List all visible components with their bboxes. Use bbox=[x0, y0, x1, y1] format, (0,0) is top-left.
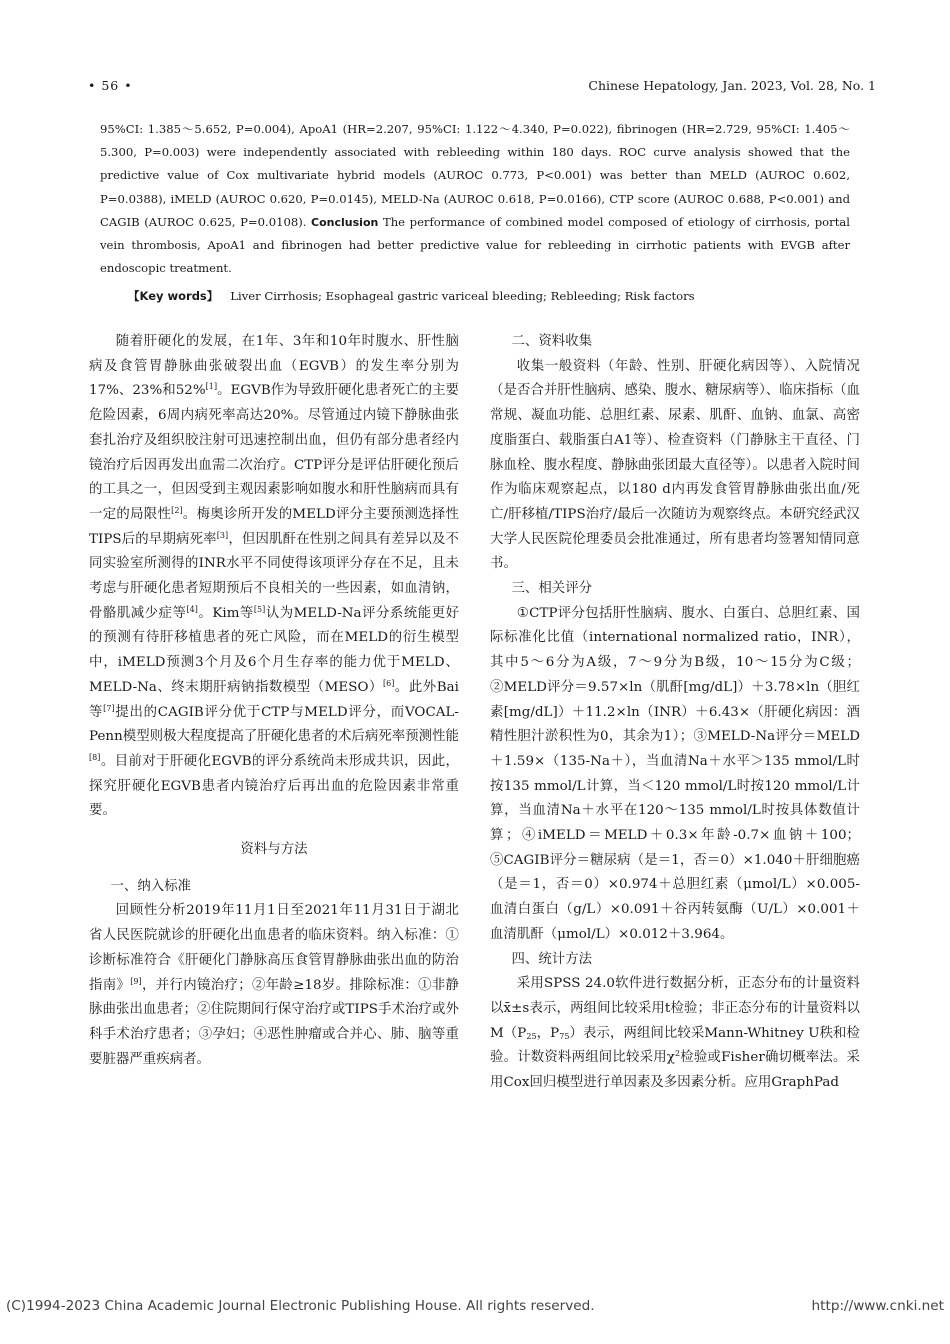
abstract-text bbox=[100, 118, 850, 280]
page-number: • 56 • bbox=[88, 78, 133, 93]
left-column bbox=[89, 330, 459, 1072]
right-column bbox=[490, 330, 860, 1096]
copyright-notice: (C)1994-2023 China Academic Journal Electronic Publishing House. All rights reserved. bbox=[6, 1298, 595, 1314]
page-footer bbox=[6, 1298, 944, 1318]
subheading-statistics: 四、统计方法 bbox=[511, 951, 593, 967]
scores-paragraph: ①CTP评分包括肝性脑病、腹水、白蛋白、总胆红素、国际标准化比值（international normalized ratio，INR），其中5～6分为A级，7～9分为B级，10～15分为C级；②MELD评分＝9.57×ln（肌酐[mg/dL]）＋3.78×ln（胆红素[mg/dL]）＋11.2×ln（INR）＋6.43×（肝硬化病因：酒精性胆汁淤积性为0，其余为1）；③MELD-Na评分＝MELD＋1.59×（135-Na＋），当血清Na＋水平＞135 mmol/L时按135 mmol/L计算，当＜120 mmol/L时按120 mmol/L计算，当血清Na＋水平在120～135 mmol/L时按具体数值计算；④iMELD＝MELD＋0.3×年龄-0.7×血钠＋100；⑤CAGIB评分＝糖尿病（是＝1，否＝0）×1.040＋肝细胞癌（是＝1，否＝0）×0.974＋总胆红素（μmol/L）×0.005-血清白蛋白（g/L）×0.091＋谷丙转氨酶（U/L）×0.001＋血清肌酐（μmol/L）×0.012＋3.964。 bbox=[490, 605, 860, 942]
page-header bbox=[88, 78, 876, 100]
keywords-label: 【Key words】 bbox=[128, 289, 219, 303]
ref-3: [3] bbox=[216, 530, 229, 540]
ref-8: [8] bbox=[89, 752, 101, 762]
ref-6: [6] bbox=[382, 678, 395, 688]
subheading-data-collection: 二、资料收集 bbox=[511, 334, 593, 349]
subheading-inclusion: 一、纳入标准 bbox=[110, 878, 192, 894]
intro-paragraph: 随着肝硬化的发展，在1年、3年和10年时腹水、肝性脑病及食管胃静脉曲张破裂出血（EGVB）的发生率分别为17%、23%和52%[1]。EGVB作为导致肝硬化患者死亡的主要危险因素，6周内病死率高达20%。尽管通过内镜下静脉曲张套扎治疗及组织胶注射可迅速控制出血，但仍有部分患者经内镜治疗后因再发出血需二次治疗。CTP评分是评估肝硬化预后的工具之一，但因受到主观因素影响如腹水和肝性脑病而具有一定的局限性[2]。梅奥诊所开发的MELD评分主要预测选择性TIPS后的早期病死率[3]，但因肌酐在性别之间具有差异以及不同实验室所测得的INR水平不同使得该项评分存在不足，且未考虑与肝硬化患者短期预后不良相关的一些因素，如血清钠，骨骼肌减少症等[4]。Kim等[5]认为MELD-Na评分系统能更好的预测有待肝移植患者的死亡风险，而在MELD的衍生模型中，iMELD预测3个月及6个月生存率的能力优于MELD、MELD-Na、终末期肝病钠指数模型（MESO）[6]。此外Bai等[7]提出的CAGIB评分优于CTP与MELD评分，而VOCAL-Penn模型则极大程度提高了肝硬化患者的术后病死率预测性能[8]。目前对于肝硬化EGVB的评分系统尚未形成共识，因此，探究肝硬化EGVB患者内镜治疗后再出血的危险因素非常重要。 bbox=[89, 334, 460, 819]
ref-2: [2] bbox=[171, 505, 183, 515]
section-title-methods: 资料与方法 bbox=[240, 842, 308, 858]
inclusion-paragraph: 回顾性分析2019年11月1日至2021年11月31日于湖北省人民医院就诊的肝硬化出血患者的临床资料。纳入标准：①诊断标准符合《肝硬化门静脉高压食管胃静脉曲张出血的防治指南》[9]，并行内镜治疗；②年龄≥18岁。排除标准：①非静脉曲张出血患者；②住院期间行保守治疗或TIPS手术治疗或外科手术治疗患者；③孕妇；④恶性肿瘤或合并心、肺、脑等重要脏器严重疾病者。 bbox=[89, 903, 459, 1067]
subheading-scores: 三、相关评分 bbox=[511, 581, 593, 597]
ref-4: [4] bbox=[186, 604, 198, 614]
abstract-conclusion: The performance of combined model composed of etiology of cirrhosis, portal vein thrombosis, ApoA1 and fibrinogen had better predictive value for rebleeding in cirrhotic patients with EVGB after endoscopic treatment. bbox=[100, 214, 850, 276]
collection-paragraph: 收集一般资料（年龄、性别、肝硬化病因等）、入院情况（是否合并肝性脑病、感染、腹水、糖尿病等）、临床指标（血常规、凝血功能、总胆红素、尿素、肌酐、血钠、血氯、高密度脂蛋白、载脂蛋白A1等）、检查资料（门静脉主干直径、门脉血栓、腹水程度、静脉曲张团最大直径等）。以患者入院时间作为临床观察起点，以180 d内再发食管胃静脉曲张出血/死亡/肝移植/TIPS治疗/最后一次随访为观察终点。本研究经武汉大学人民医院伦理委员会批准通过，所有患者均签署知情同意书。 bbox=[490, 358, 860, 572]
ref-9: [9] bbox=[130, 976, 142, 986]
ref-7: [7] bbox=[103, 703, 115, 713]
journal-citation: Chinese Hepatology, Jan. 2023, Vol. 28, No. 1 bbox=[588, 78, 876, 93]
ref-5: [5] bbox=[253, 604, 266, 614]
ref-1: [1] bbox=[205, 382, 218, 392]
abstract-results: 95%CI: 1.385～5.652, P=0.004), ApoA1 (HR=2.207, 95%CI: 1.122～4.340, P=0.022), fibrinogen (HR=2.729, 95%CI: 1.405～5.300, P=0.003) were independently associated with rebleeding within 180 days. ROC curve analysis showed that the predictive value of Cox multivariate hybrid models (AUROC 0.773, P<0.001) was better than MELD (AUROC 0.602, P=0.0388), iMELD (AUROC 0.620, P=0.0145), MELD-Na (AUROC 0.618, P=0.0166), CTP score (AUROC 0.688, P<0.001) and CAGIB (AUROC 0.625, P=0.0108). bbox=[100, 122, 850, 229]
conclusion-label: Conclusion bbox=[311, 215, 379, 229]
abstract-continuation bbox=[100, 118, 850, 280]
keywords-text: Liver Cirrhosis; Esophageal gastric variceal bleeding; Rebleeding; Risk factors bbox=[230, 289, 695, 303]
statistics-paragraph: 采用SPSS 24.0软件进行数据分析，正态分布的计量资料以x̄±s表示，两组间比较采用t检验；非正态分布的计量资料以$M(P_{25}$，$P_{75}$）表示，两组间比较采Mann-Whitney U秩和检验。计数资料两组间比较采用$\chi^2$检验或Fisher确切概率法。采用Cox回归模型进行单因素及多因素分析。应用GraphPad bbox=[490, 976, 860, 1091]
cnki-link[interactable]: http://www.cnki.net bbox=[811, 1298, 944, 1314]
keywords bbox=[128, 286, 848, 306]
